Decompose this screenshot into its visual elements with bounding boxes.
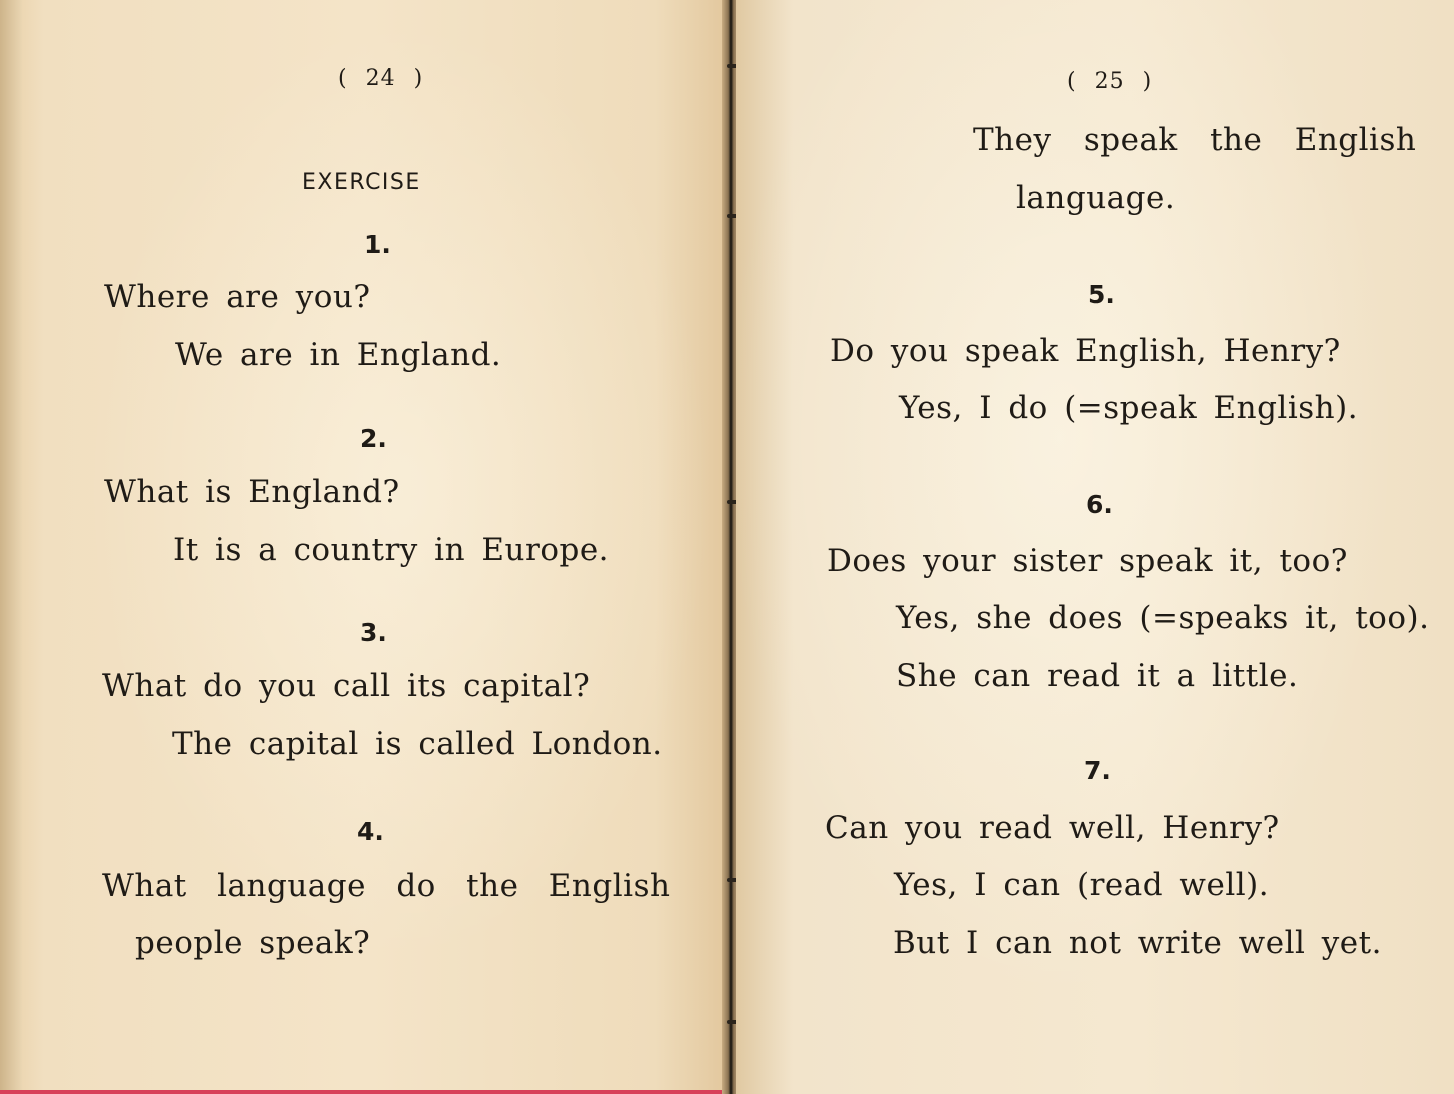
item-number: 6. [1086, 490, 1113, 519]
answer-text: Yes, I can (read well). [894, 867, 1270, 903]
page-number-right: ( 25 ) [1067, 69, 1153, 94]
answer-text: It is a country in Europe. [173, 532, 610, 568]
answer-text: But I can not write well yet. [893, 925, 1382, 961]
answer-text: Yes, she does (=speaks it, too). [896, 600, 1430, 636]
carry-over-text: They speak the English [973, 122, 1417, 158]
question-text: What is England? [104, 474, 400, 510]
answer-text: She can read it a little. [896, 658, 1299, 694]
item-number: 4. [357, 817, 384, 846]
question-text: What language do the English [102, 868, 671, 904]
carry-over-text: language. [1016, 180, 1176, 216]
question-text: Do you speak English, Henry? [830, 333, 1341, 369]
answer-text: We are in England. [175, 337, 502, 373]
item-number: 1. [364, 230, 391, 259]
item-number: 3. [360, 618, 387, 647]
right-page [736, 0, 1454, 1094]
item-number: 2. [360, 424, 387, 453]
answer-text: Yes, I do (=speak English). [899, 390, 1359, 426]
question-text-continued: people speak? [135, 925, 371, 961]
question-text: Where are you? [104, 279, 371, 315]
question-text: Can you read well, Henry? [825, 810, 1280, 846]
answer-text: The capital is called London. [172, 726, 663, 762]
question-text: Does your sister speak it, too? [827, 543, 1348, 579]
page-number-left: ( 24 ) [338, 66, 424, 91]
question-text: What do you call its capital? [102, 668, 591, 704]
item-number: 5. [1088, 280, 1115, 309]
exercise-heading: EXERCISE [302, 170, 421, 195]
item-number: 7. [1084, 756, 1111, 785]
